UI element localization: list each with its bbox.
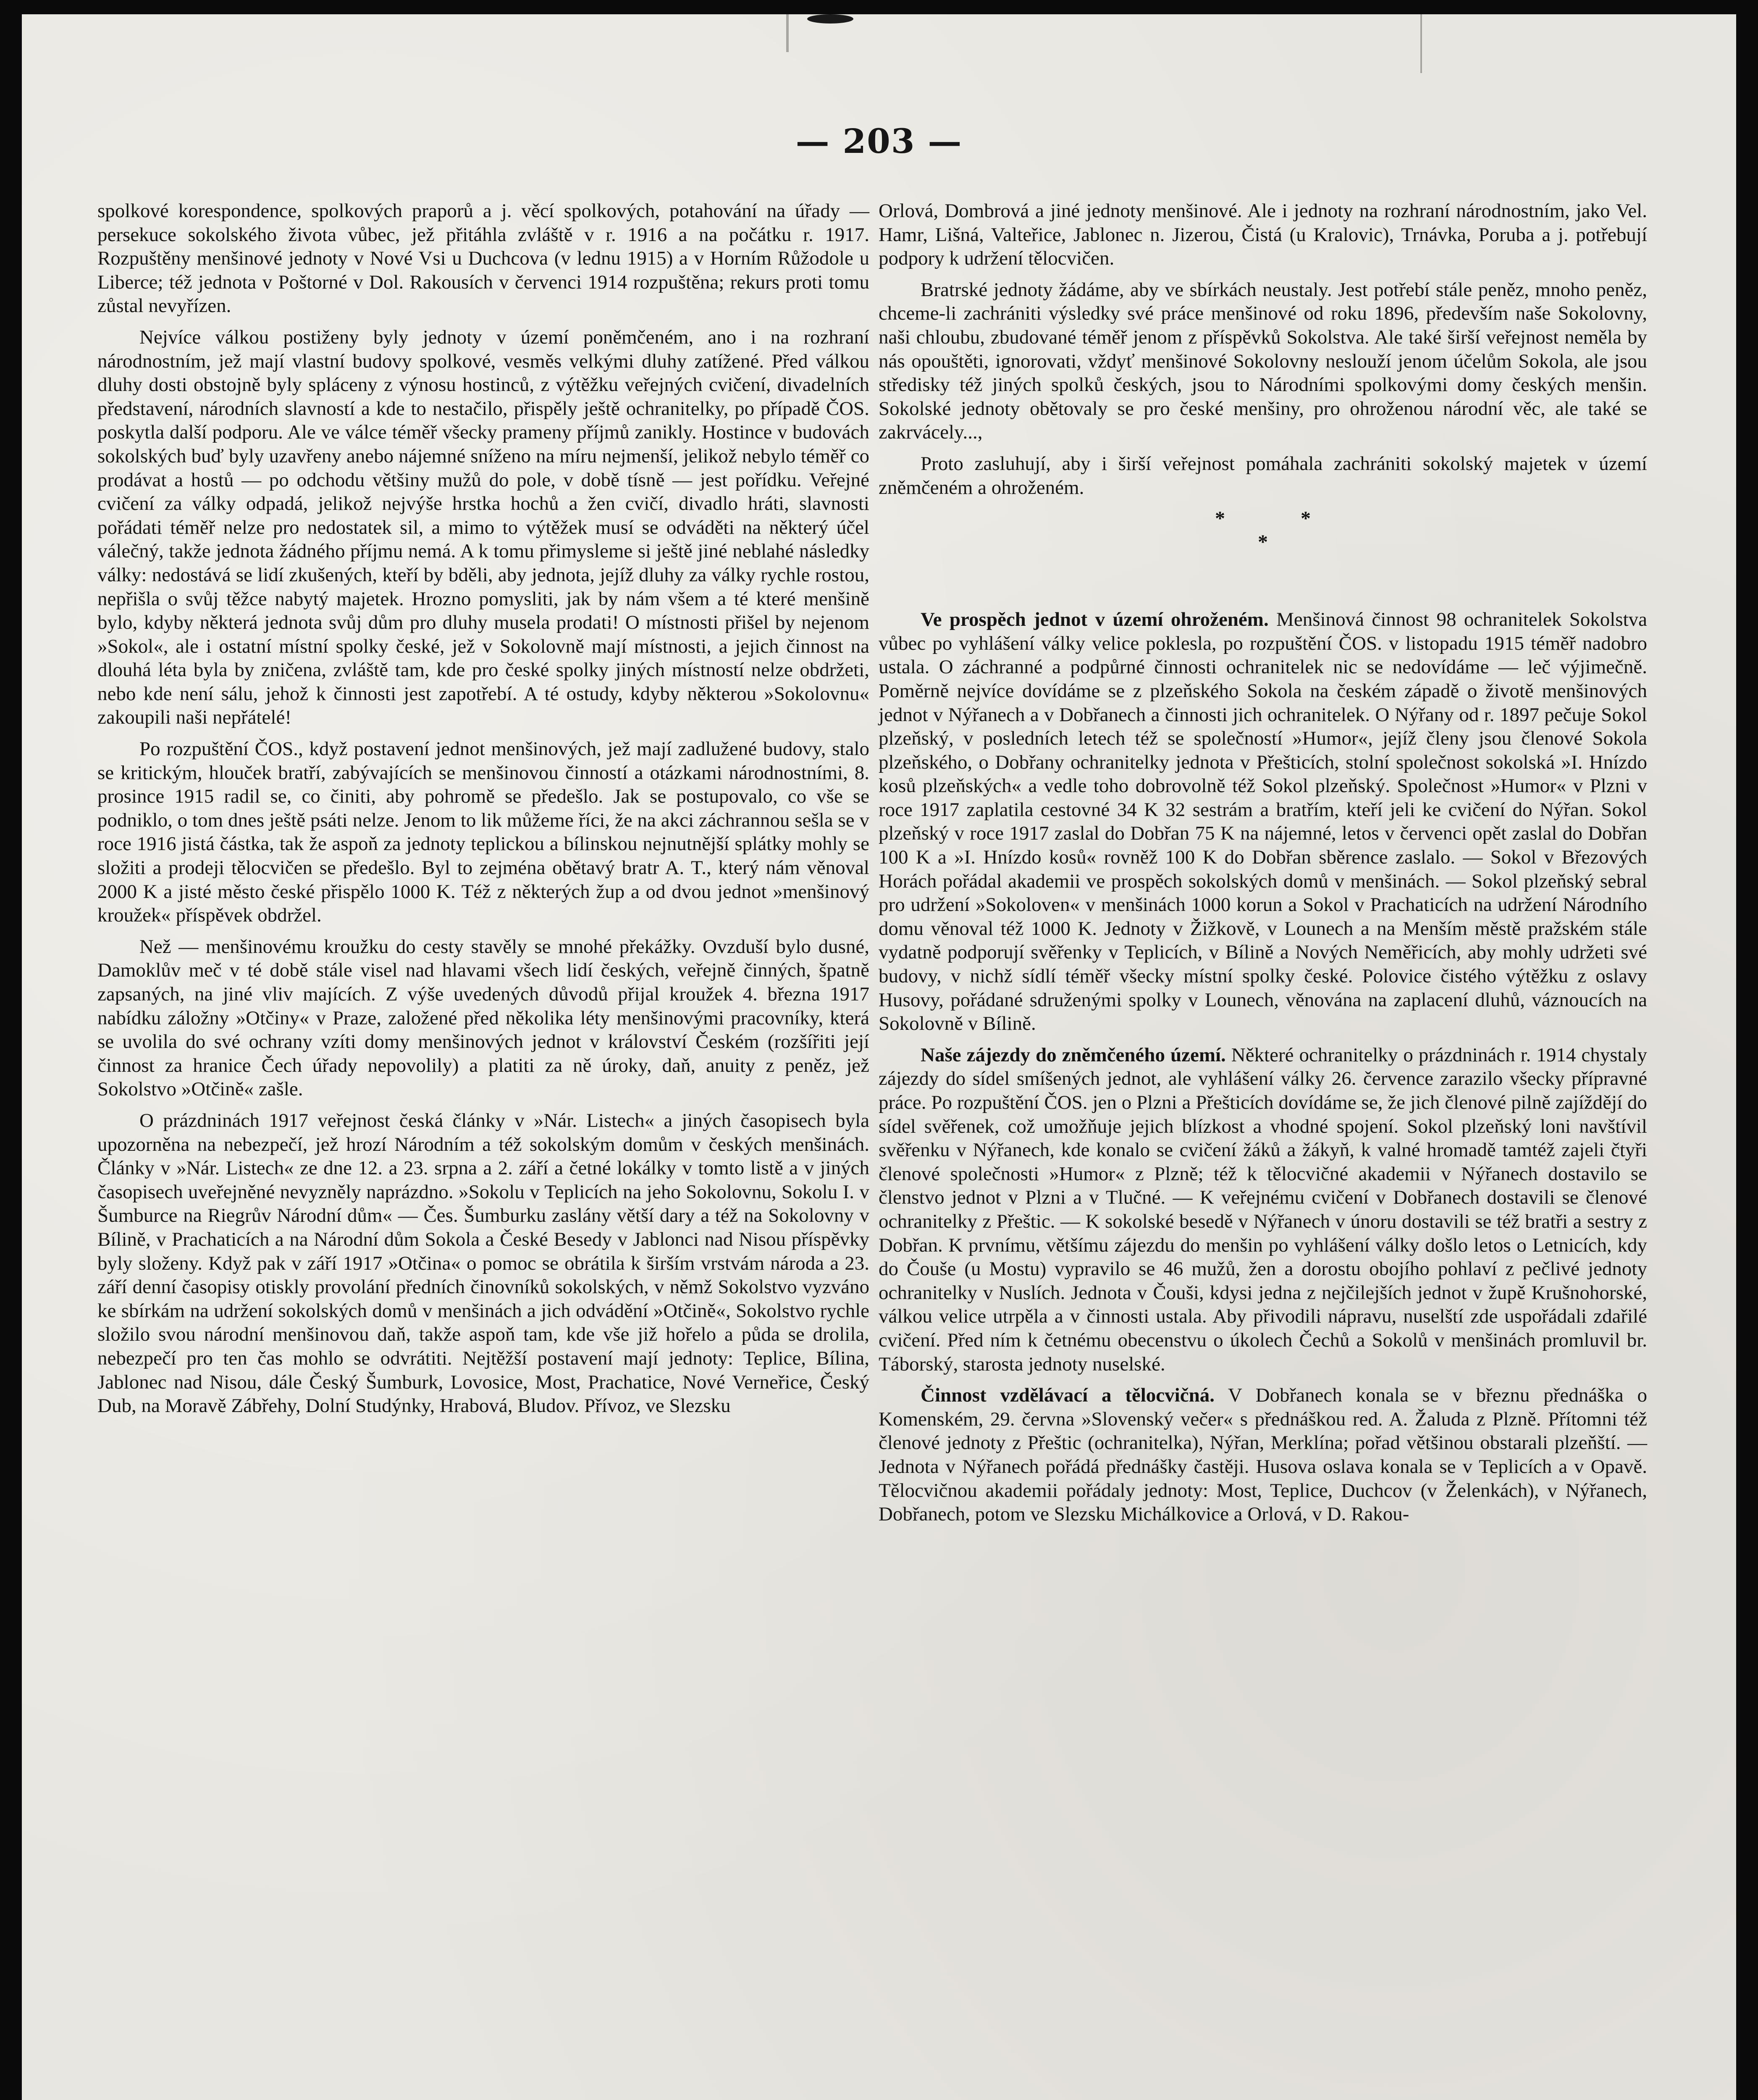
scan-artifact (1420, 14, 1422, 73)
scan-artifact (786, 14, 789, 52)
asterisk: * (1301, 507, 1311, 530)
section-text: V Dobřanech konala se v březnu přednáška o Komenském, 29. června »Slovenský večer« s přednáškou red. A. Žaluda z Plzně. Přítomni též členové jednoty z Přeštic (ochranitelka), Nýřan, Merklína; pořad většinou obstarali plzeňští. — Jednota v Nýřanech pořádá přednášky častěji. Husova oslava konala se v Teplicích a v Opavě. Tělocvičnou akademii pořádaly jednoty: Most, Teplice, Duchcov (v Želenkách), v Nýřanech, Dobřanech, potom ve Slezsku Michálkovice a Orlová, v D. Rakou- (879, 1384, 1647, 1525)
paragraph (879, 608, 1647, 1036)
paragraph: Než — menšinovému kroužku do cesty stavěly se mnohé překážky. Ovzduší bylo dusné, Damoklův meč v té době stále visel nad hlavami všech lidí českých, veřejně činných, špatně zapsaných, na jiné vliv majících. Z výše uvedených důvodů přijal kroužek 4. března 1917 nabídku záložny »Otčiny« v Praze, založené před několika léty menšinovými pracovníky, která se uvolila do své ochrany vzíti domy menšinových jednot v království Českém (rozšířiti její činnost za hranice Čech úřady nepovolily) a platiti za ně úroky, daň, anuity z peněz, jež Sokolstvo »Otčině« zašle. (97, 935, 869, 1100)
spacer (879, 554, 1647, 608)
section-heading: Ve prospěch jednot v území ohroženém. (921, 609, 1269, 631)
section-text: Menšinová činnost 98 ochranitelek Sokolstva vůbec po vyhlášení války velice poklesla, po rozpuštění ČOS. v listopadu 1915 téměř nadobro ustala. O záchranné a podpůrné činnosti ochranitelek nic se nedovídáme — leč výjimečně. Poměrně nejvíce dovídáme se z plzeňského Sokola na českém západě o životě menšinových jednot v Nýřanech a v Dobřanech a činnosti jich ochranitelek. O Nýřany od r. 1897 pečuje Sokol plzeňský, v posledních letech též se společností »Humor«, jejíž členy jsou členové Sokola plzeňského, o Dobřany ochranitelky jednota v Přešticích, stolní společnost sokolská »I. Hnízdo kosů plzeňských« a vedle toho dobrovolně též Sokol plzeňský. Společnost »Humor« v Plzni v roce 1917 zaplatila cestovné 34 K 32 sestrám a bratřím, kteří jeli ke cvičení do Nýřan. Sokol plzeňský v roce 1917 zaslal do Dobřan 75 K na nájemné, letos v červenci opět zaslal do Dobřan 100 K a »I. Hnízdo kosů« rovněž 100 K do Dobřan sběrence zaslalo. — Sokol v Březových Horách pořádal akademii ve prospěch sokolských domů v menšinách. — Sokol plzeňský sebral pro udržení »Sokoloven« v menšinách 1000 korun a Sokol v Prachaticích na udržení Národního domu věnoval též 1000 K. Jednoty v Žižkově, v Lounech a na Menším městě pražském stále vydatně podporují svěřenky v Teplicích, v Bílině a Nových Neměřicích, aby mohly udržeti své budovy, v nichž sídlí téměř všecky místní spolky české. Polovice čistého výtěžku z oslavy Husovy, pořádané sdruženými spolky v Lounech, věnována na zaplacení dluhů, váznoucích na Sokolovně v Bílině. (879, 609, 1648, 1035)
section-heading: Činnost vzdělávací a tělocvičná. (921, 1384, 1215, 1407)
paragraph: Bratrské jednoty žádáme, aby ve sbírkách neustaly. Jest potřebí stále peněz, mnoho peněz, chceme-li zachrániti výsledky své práce menšinové od roku 1896, především naše Sokolovny, naši chloubu, zbudované téměř jenom z příspěvků Sokolstva. Ale také širší veřejnost neměla by nás opouštěti, ignorovati, vždyť menšinové Sokolovny neslouží jenom účelům Sokola, ale jsou středisky též jiných spolků českých, jsou to Národními spolkovými domy českých menšin. Sokolské jednoty obětovaly se pro české menšiny, pro ohroženou národní věc, ale také se zakrvácely..., (879, 278, 1647, 444)
paragraph: Orlová, Dombrová a jiné jednoty menšinové. Ale i jednoty na rozhraní národnostním, jako Vel. Hamr, Lišná, Valteřice, Jablonec n. Jizerou, Čistá (u Kralovic), Trnávka, Poruba a j. potřebují podpory k udržení tělocvičen. (879, 200, 1647, 270)
page-number: — 203 — (795, 121, 963, 161)
book-page (22, 14, 1736, 2100)
section-heading: Naše zájezdy do zněmčeného území. (921, 1044, 1226, 1066)
paragraph (879, 1043, 1647, 1376)
section-divider (879, 530, 1647, 554)
paragraph: Proto zasluhují, aby i širší veřejnost pomáhala zachrániti sokolský majetek v území zněmčeném a ohroženém. (879, 452, 1647, 499)
asterisk: * (1258, 531, 1268, 554)
paragraph: spolkové korespondence, spolkových praporů a j. věcí spolkových, potahování na úřady — persekuce sokolského života vůbec, jež přitáhla zvláště v r. 1916 a na počátku r. 1917. Rozpuštěny menšinové jednoty v Nové Vsi u Duchcova (v lednu 1915) a v Horním Růžodole u Liberce; též jednota v Poštorné v Dol. Rakousích v červenci 1914 rozpuštěna; rekurs proti tomu zůstal nevyřízen. (97, 200, 869, 317)
section-divider (879, 507, 1647, 530)
section-text: Některé ochranitelky o prázdninách r. 1914 chystaly zájezdy do sídel smíšených jednot, ale vyhlášení války 26. července zarazilo všecky přípravné práce. Po rozpuštění ČOS. jen o Plzni a Přešticích dovídáme se, že jich členové pilně zajíždějí do sídel svěřenek, což umožňuje jejich blízkost a vhodné spojení. Sokol plzeňský loni navštívil svěřenku v Nýřanech, kde konalo se cvičení žáků a žákyň, k valné hromadě tamtéž zajeli čtyři členové společnosti »Humor« z Plzně; též k tělocvičné akademii v Nýřanech dostavilo se členstvo jednot v Plzni a v Tlučné. — K veřejnému cvičení v Dobřanech dostavili se členové ochranitelky z Přeštic. — K sokolské besedě v Nýřanech v únoru dostavili se též bratři a sestry z Dobřan. K prvnímu, většímu zájezdu do menšin po vyhlášení války došlo letos o Letnicích, kdy do Čouše (u Mostu) vypravilo se 46 mužů, žen a dorostu obojího pohlaví z pečlivé jednoty ochranitelky v Nuslích. Jednota v Čouši, kdysi jedna z nejčilejších jednot v župě Krušnohorské, válkou velice utrpěla a v činnosti ustala. Aby přivodili nápravu, nuselští zde uspořádali zdařilé cvičení. Před ním k četnému obecenstvu o úkolech Čechů a Sokolů v menšinách promluvil br. Táborský, starosta jednoty nuselské. (879, 1044, 1648, 1375)
paragraph (879, 1383, 1647, 1526)
left-column (97, 199, 869, 1425)
right-column (879, 199, 1647, 1534)
paragraph: Nejvíce válkou postiženy byly jednoty v území poněmčeném, ano i na rozhraní národnostním, jež mají vlastní budovy spolkové, vesměs velkými dluhy zatížené. Před válkou dluhy dosti obstojně byly spláceny z výnosu hostinců, z výtěžku veřejných cvičení, divadelních představení, národních slavností a kde to nestačilo, přispěly ještě ochranitelky, po případě ČOS. poskytla další podporu. Ale ve válce téměř všecky prameny příjmů zanikly. Hostince v budovách sokolských buď byly uzavřeny anebo nájemné sníženo na míru nejmenší, jelikož nebylo téměř co prodávat a hostů — po odchodu většiny mužů do pole, v době tísně — jest pořídku. Veřejné cvičení za války odpadá, jelikož nejvýše hrstka hochů a žen cvičí, divadlo hráti, slavnosti pořádati téměř nelze pro nedostatek sil, a mimo to výtěžek musí se odváděti na některý účel válečný, takže jednota žádného příjmu nemá. A k tomu přimysleme si ještě jiné neblahé následky války: nedostává se lidí zkušených, kteří by bděli, aby jednota, jejíž dluhy za války rychle rostou, nepřišla o svůj těžce nabytý majetek. Hrozno pomysliti, jak by nám všem a té které menšině bylo, kdyby některá jednota svůj dům pro dluhy musela prodati! O místnosti přišel by nejenom »Sokol«, ale i ostatní místní spolky české, jež v Sokolovně mají místnosti, a jejich činnost na dlouhá léta byla by zničena, zvláště tam, kde pro české spolky jiných místností nelze obdržeti, nebo kde není sálu, jehož k činnosti jest zapotřebí. A té ostudy, kdyby některou »Sokolovnu« zakoupili naši nepřátelé! (97, 326, 869, 729)
paragraph: O prázdninách 1917 veřejnost česká články v »Nár. Listech« a jiných časopisech byla upozorněna na nebezpečí, jež hrozí Národním a též sokolským domům v českých menšinách. Články v »Nár. Listech« ze dne 12. a 23. srpna a 2. září a četné lokálky v tomto listě a v jiných časopisech uveřejněné nevyzněly naprázdno. »Sokolu v Teplicích na jeho Sokolovnu, Sokolu I. v Šumburce na Riegrův Národní dům« — Čes. Šumburku zaslány větší dary a též na Sokolovny v Bílině, v Prachaticích a na Národní dům Sokola a České Besedy v Jablonci nad Nisou příspěvky byly složeny. Když pak v září 1917 »Otčina« o pomoc se obrátila k širším vrstvám národa a 23. září denní časopisy otiskly provolání předních činovníků sokolských, v němž Sokolstvo vyzváno ke sbírkám na udržení sokolských domů v menšinách a jich odvádění »Otčině«, Sokolstvo rychle složilo svou národní menšinovou daň, takže aspoň tam, kde vše již hořelo a půda se drolila, nebezpečí pro ten čas mohlo se odvrátiti. Nejtěžší postavení mají jednoty: Teplice, Bílina, Jablonec nad Nisou, dále Český Šumburk, Lovosice, Most, Prachatice, Nové Verneřice, Český Dub, na Moravě Zábřehy, Dolní Studýnky, Hrabová, Bludov. Přívoz, ve Slezsku (97, 1109, 869, 1417)
asterisk: * (1215, 507, 1225, 530)
paragraph: Po rozpuštění ČOS., když postavení jednot menšinových, jež mají zadlužené budovy, stalo se kritickým, hlouček bratří, zabývajících se menšinovou činností a otázkami národnostními, 8. prosince 1915 radil se, co činiti, aby pohromě se předešlo. Jak se postupovalo, co vše se podniklo, o tom dnes ještě psáti nelze. Jenom to lik můžeme říci, že na akci záchrannou sešla se v roce 1916 jistá částka, tak že aspoň za jednoty teplickou a bílinskou nejnutnější splátky mohly se složiti a prodeji tělocvičen se předešlo. Byl to zejména obětavý bratr A. T., který nám věnoval 2000 K a jisté město české přispělo 1000 K. Též z některých žup a od dvou jednot »menšinový kroužek« příspěvek obdržel. (97, 738, 869, 927)
ink-smudge (807, 14, 853, 24)
